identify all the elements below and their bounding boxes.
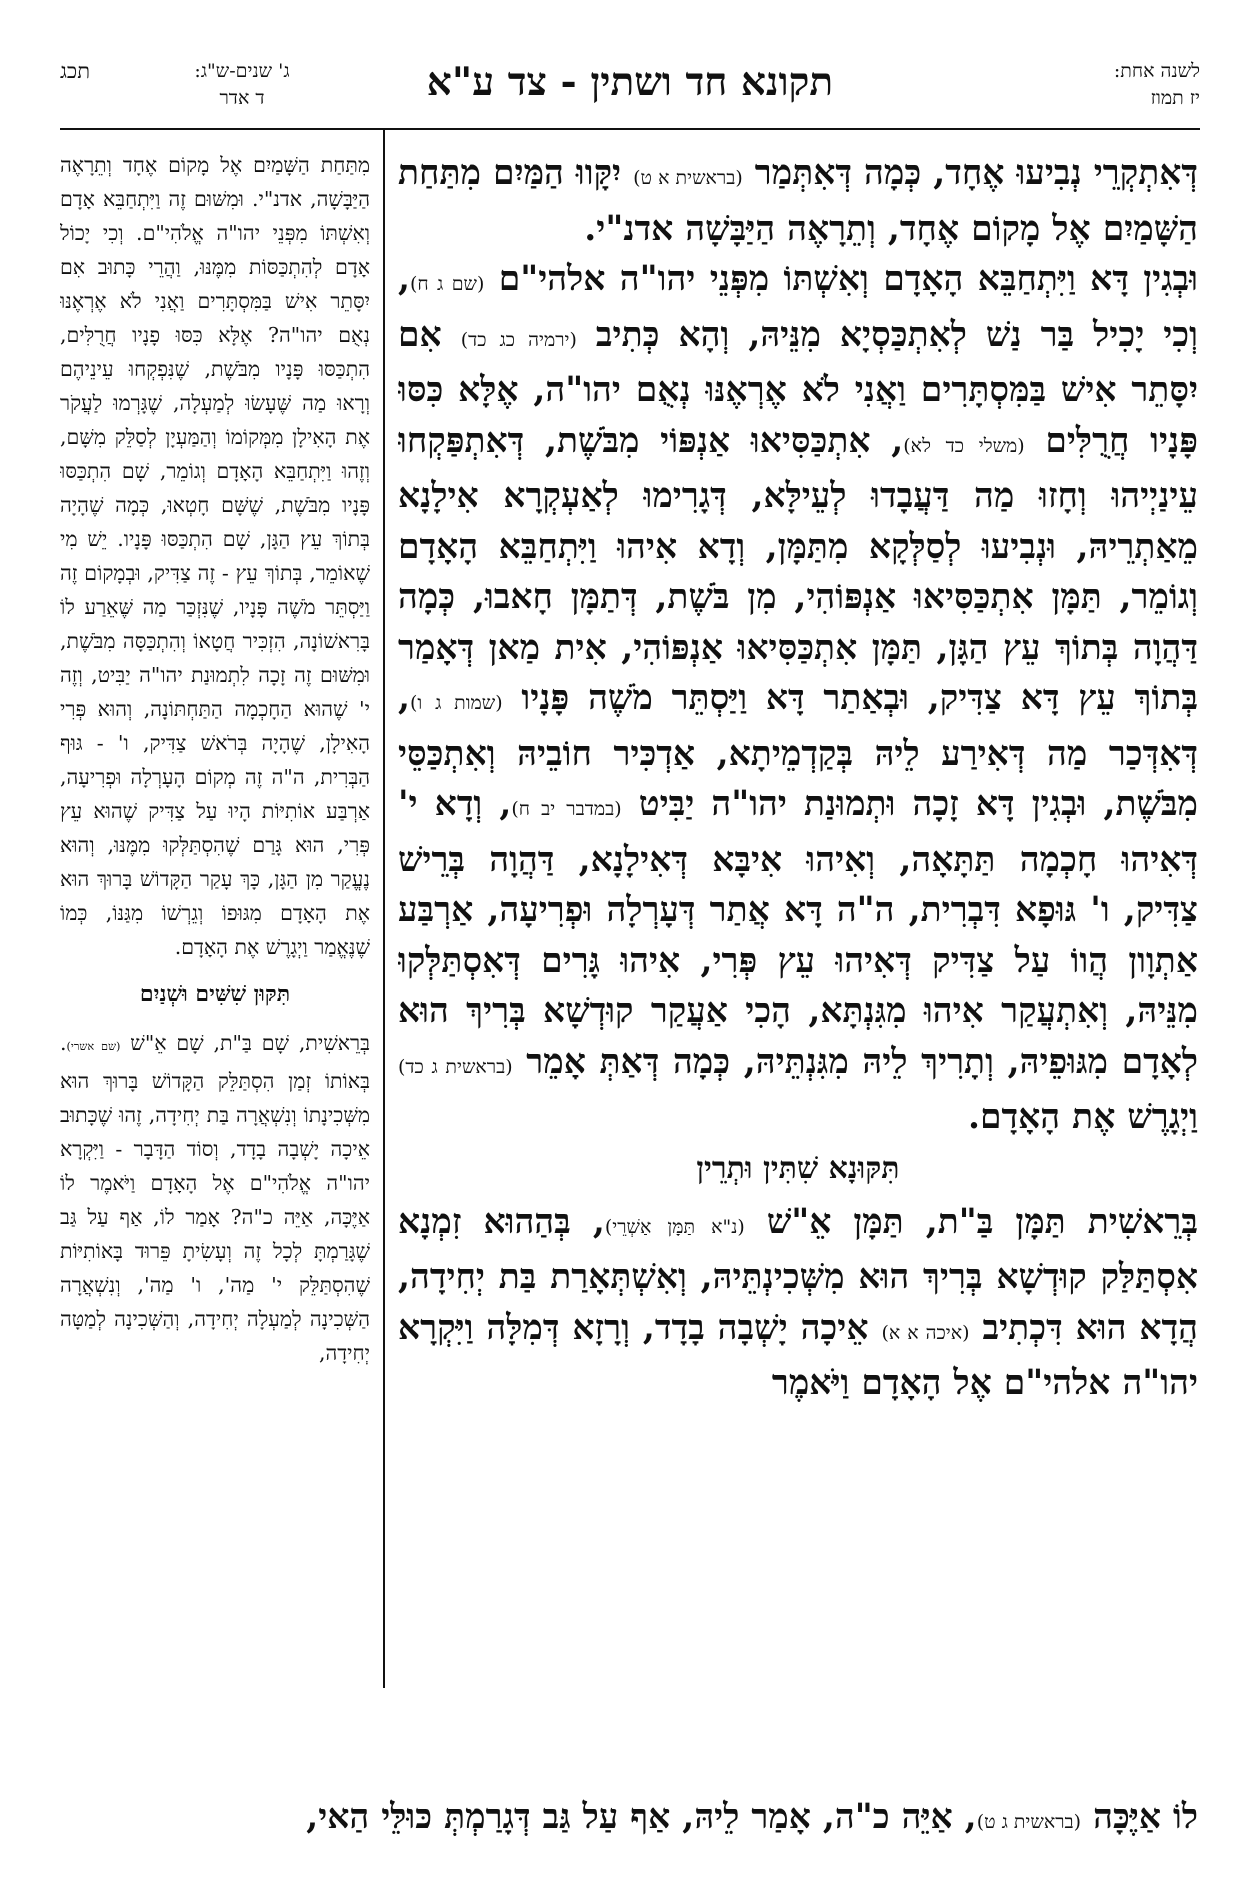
text-run: דְּאִתְקְרֵי נְבִיעוּ אֶחָד, כְּמָה דְּאִתְּמַר [742,153,1198,193]
text-run: אֵיכָה יָשְׁבָה בָדָד, וְרָזָא דְּמִלָּה וַיִּקְרָא יהו"ה אלהי"ם אֶל הָאָדָם וַיֹּאמֶר [398,1307,1198,1403]
translation-column [60,148,370,1708]
schedule-date: יז תמוז [1150,87,1200,109]
text-run: . בְּאוֹתוֹ זְמַן הִסְתַּלֵּק הַקָּדוֹשׁ בָּרוּךְ הוּא מִשְּׁכִינָתוֹ וְנִשְׁאֲרָה בַּת יְחִידָה, זֶהוּ שֶׁכָּתוּב אֵיכָה יָשְׁבָה בָדָד, וְסוֹד הַדָּבָר - וַיִּקְרָא יהו"ה אֱלֹהִי"ם אֶל הָאָדָם וַיֹּאמֶר לוֹ אַיֶּכָּה, אַיֵּה כ"ה? אָמַר לוֹ, אַף עַל גַּב שֶׁגָּרַמְתָּ לְכָל זֶה וְעָשִׂיתָ פֵּרוּד בָּאוֹתִיּוֹת שֶׁהִסְתַּלֵּק י' מַה', ו' מַה', וְנִשְׁאֲרָה הַשְּׁכִינָה לְמַעְלָה יְחִידָה, וְהַשְּׁכִינָה לְמַטָּה יְחִידָה, [60,1031,370,1365]
text-run: , אִתְכַּסִּיאוּ אַנְפּוֹי מִבֹּשֶׁת, דְּאִתְפַּקְחוּ עֵינַיְיהוּ וְחָזוּ מַה דַּעֲבָדוּ לְעֵילָּא, דְּגָרִימוּ לְאַעְקְרָא אִילָנָא מֵאַתְרֵיהּ, וּנְבִיעוּ לְסַלְּקָא מִתַּמָּן, וְדָא אִיהוּ וַיִּתְחַבֵּא הָאָדָם וְגוֹמֵר, תַּמָּן אִתְכַּסִּיאוּ אַנְפּוֹהִי, מִן בֹּשֶׁת, דְּתַמָּן חָאבוּ, כְּמָה דַּהֲוָה בְּתוֹךְ עֵץ הַגָּן, תַּמָּן אִתְכַּסִּיאוּ אַנְפּוֹהִי, אִית מַאן דְּאָמַר בְּתוֹךְ עֵץ דָּא צַדִּיק, וּבְאַתַר דָּא וַיַּסְתֵּר מֹשֶׁה פָּנָיו [398,420,1198,718]
source-reference: (שמות ג ו) [410,692,503,714]
section-heading: תִּקּוּנָא שִׁתִּין וּתְרֵין [696,1150,900,1186]
source-reference: (בראשית ג כד) [398,1055,513,1078]
main-text-column [398,148,1198,1848]
study-schedule-three-years [152,58,332,112]
source-reference: (בראשית ג ט) [976,1811,1082,1833]
schedule-date: ד אדר [219,87,265,109]
text-run: יִקָּווּ הַמַּיִם מִתַּחַת הַשָּׁמַיִם אֶל מָקוֹם אֶחָד, וְתֵרָאֶה הַיַּבָּשָׁה אדנ"י. [398,153,1198,249]
source-reference: (בראשית א ט) [633,167,743,189]
translation-paragraph: מִתַּחַת הַשָּׁמַיִם אֶל מָקוֹם אֶחָד וְתֵרָאֶה הַיַּבָּשָׁה, אדנ"י. וּמִשּׁוּם זֶה וַיִּתְחַבֵּא אָדָם וְאִשְׁתּוֹ מִפְּנֵי יהו"ה אֱלֹהִי"ם. וְכִי יָכוֹל אָדָם לְהִתְכַּסּוֹת מִמֶּנּוּ, וַהֲרֵי כָּתוּב אִם יִסָּתֵר אִישׁ בַּמִּסְתָּרִים וַאֲנִי לֹא אֶרְאֶנּוּ נְאֻם יהו"ה? אֶלָּא כִּסּוּ פָנָיו חֲרֻלִּים, הִתְכַּסּוּ פָּנָיו מִבֹּשֶׁת, שֶׁנִּפְקְחוּ עֵינֵיהֶם וְרָאוּ מַה שֶּׁעָשׂוּ לְמַעְלָה, שֶׁגָּרְמוּ לַעֲקֹר אֶת הָאִילָן מִמְּקוֹמוֹ וְהַמַּעְיָן לְסַלֵּק מִשָּׁם, וְזֶהוּ וַיִּתְחַבֵּא הָאָדָם וְגוֹמֵר, שָׁם הִתְכַּסּוּ פָּנָיו מִבֹּשֶׁת, שֶׁשָּׁם חָטְאוּ, כְּמָה שֶׁהָיָה בְּתוֹךְ עֵץ הַגָּן, שָׁם הִתְכַּסּוּ פָּנָיו. יֵשׁ מִי שֶׁאוֹמֵר, בְּתוֹךְ עֵץ - זֶה צַדִּיק, וּבְמָקוֹם זֶה וַיַּסְתֵּר מֹשֶׁה פָּנָיו, שֶׁנִּזְכַּר מַה שֶּׁאֵרַע לוֹ בָּרִאשׁוֹנָה, הִזְכִּיר חֲטָאוֹ וְהִתְכַּסָּה מִבֹּשֶׁת, וּמִשּׁוּם זֶה זָכָה לִתְמוּנַת יהו"ה יַבִּיט, וְזֶה י' שֶׁהוּא הַחָכְמָה הַתַּחְתּוֹנָה, וְהוּא פְּרִי הָאִילָן, שֶׁהָיָה בְּרֹאשׁ צַדִּיק, ו' - גּוּף הַבְּרִית, ה"ה זֶה מְקוֹם הָעָרְלָה וּפְרִיעָה, אַרְבַּע אוֹתִיּוֹת הָיוּ עַל צַדִּיק שֶׁהוּא עֵץ פְּרִי, הוּא גָּרַם שֶׁהִסְתַּלְּקוּ מִמֶּנּוּ, וְהוּא נֶעֱקַר מִן הַגָּן, כָּךְ עָקַר הַקָּדוֹשׁ בָּרוּךְ הוּא אֶת הָאָדָם מִגּוּפוֹ וְגֵרְשׁוֹ מִגַּנּוֹ, כְּמוֹ שֶׁנֶּאֱמַר וַיְגָרֶשׁ אֶת הָאָדָם. [60,153,370,959]
text-run: , וְדָא י' דְּאִיהוּ חָכְמָה תַּתָּאָה, וְאִיהוּ אִיבָּא דְּאִילָנָא, דַּהֲוָה בְּרֵישׁ צַדִּיק, ו' גּוּפָא דִּבְרִית, ה"ה דָּא אֲתַר דְּעָרְלָה וּפְרִיעָה, אַרְבַּע אַתְוָון הֲווֹ עַל צַדִּיק דְּאִיהוּ עֵץ פְּרִי, אִיהוּ גָּרִים דְּאִסְתַּלְּקוּ מִנֵּיהּ, וְאִתְעֲקַר אִיהוּ מִגִּנְתָּא, הָכִי אַעֲקַר קוּדְשָׁא בְּרִיךְ הוּא לְאָדָם מִגּוּפֵיהּ, וְתָרִיךְ לֵיהּ מִגִּנְתֵּיהּ, כְּמָה דְּאַתְּ אָמֵר [398,784,1198,1082]
text-run: , וְכִי יָכִיל בַּר נַשׁ לְאִתְכַּסְיָא מִנֵּיהּ, וְהָא כְּתִיב [398,259,1198,355]
schedule-label: ג' שנים-ש"ג: [194,60,290,82]
text-run: בְּרֵאשִׁית, שָׁם בַּ"ת, שָׁם אֵ"שׁ [120,1031,370,1055]
page-number: תכג [60,59,91,83]
main-paragraph [398,1197,1198,1409]
main-text-continuation [60,1790,1198,1848]
text-run: בְּרֵאשִׁית תַּמָּן בַּ"ת, תַּמָּן אֵ"שׁ [744,1201,1198,1242]
source-reference: (איכה א א) [881,1321,970,1344]
source-reference: (במדבר יב ח) [511,798,622,820]
translation-paragraph [60,1026,370,1370]
source-reference: (ירמיה כג כד) [460,328,577,351]
source-reference: (משלי כד לא) [903,434,1025,457]
header-divider [60,128,1200,130]
main-paragraph [398,254,1198,1143]
text-run: , אַיֵּה כ"ה, אָמַר לֵיהּ, אַף עַל גַּב דְּגָרַמְתְּ כּוּלֵּי הַאי, [306,1797,977,1837]
source-reference: (נ"א תַּמָּן אַשְׁרֵי) [604,1215,745,1238]
source-reference: (שם אשרי) [66,1040,121,1053]
text-run: , דְּאִדְּכַר מַה דְּאִירַע לֵיהּ בְּקַדְמֵיתָא, אַדְכִּיר חוֹבֵיהּ וְאִתְכַּסֵּי מִבֹּשֶׁת, וּבְגִין דָּא זָכָה וּתְמוּנַת יהו"ה יַבִּיט [398,678,1198,824]
text-run: לוֹ אַיֶּכָּה [1081,1797,1198,1837]
text-run: וּבְגִין דָּא וַיִּתְחַבֵּא הָאָדָם וְאִשְׁתּוֹ מִפְּנֵי יהו"ה אלהי"ם [484,259,1198,299]
section-heading: תִּקּוּן שִׁשִּׁים וּשְׁנַיִם [139,981,291,1007]
page-title: תקונא חד ושתין - צד ע"א [426,59,834,105]
main-paragraph [398,148,1198,254]
text-run: , בְּהַהוּא זִמְנָא אִסְתַּלַּק קוּדְשָׁא בְּרִיךְ הוּא מִשְּׁכִינְתֵּיהּ, וְאִשְׁתְּאָרַת בַּת יְחִידָה, הֲדָא הוּא דִּכְתִיב [398,1201,1198,1348]
schedule-label: לשנה אחת: [1113,60,1200,82]
column-divider [383,128,385,1688]
text-run: וַיְגָרֶשׁ אֶת הָאָדָם. [968,1097,1198,1137]
source-reference: (שם ג ח) [410,273,485,295]
page-header [60,52,1200,132]
study-schedule-one-year [1060,58,1200,112]
text-run: אִם יִסָּתֵר אִישׁ בַּמִּסְתָּרִים וַאֲנִי לֹא אֶרְאֶנּוּ נְאֻם יהו"ה, אֶלָּא כִּסּוּ פָּנָיו חֲרֻלִּים [398,314,1198,461]
